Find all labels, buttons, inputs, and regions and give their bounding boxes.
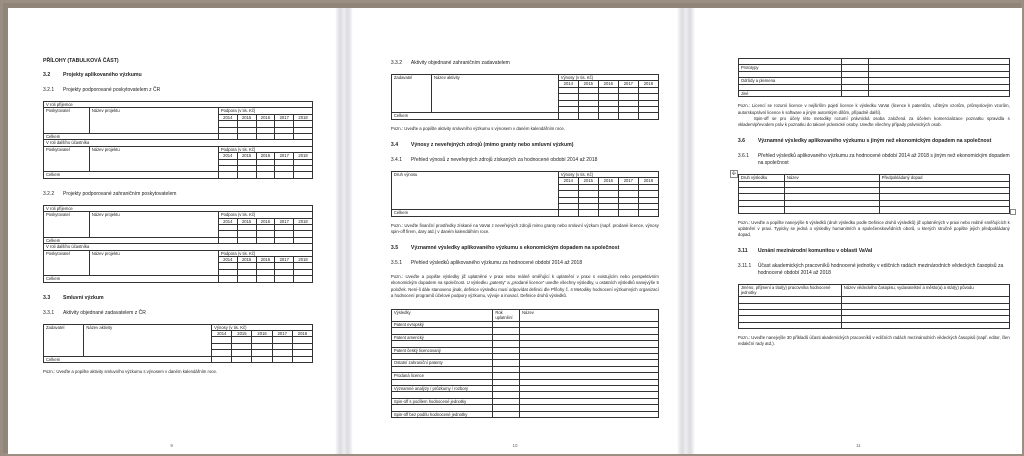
- table-activities-foreign[interactable]: [391, 74, 659, 120]
- section-number: 3.6.1: [737, 153, 749, 160]
- table-economic-results[interactable]: [391, 309, 659, 418]
- page-11: [695, 8, 1022, 454]
- section-title: Přehled výsledků aplikovaného výzkumu za hodnocené období 2014 až 2018: [410, 260, 583, 267]
- section-3-5-1-heading: [391, 260, 659, 267]
- column-header: Název projektu: [89, 250, 218, 276]
- result-type-label: Prodaná licence: [391, 373, 492, 379]
- pages-strip[interactable]: [8, 8, 1022, 454]
- year-header: 2016: [256, 218, 275, 224]
- page-number: 10: [512, 443, 518, 448]
- column-header: Název projektu: [89, 146, 218, 172]
- year-header: 2016: [256, 257, 275, 263]
- section-3-3-2-heading: [391, 60, 659, 67]
- section-number: 3.4: [390, 141, 399, 148]
- table-group-label: V roli dalšího účastníka: [44, 140, 313, 146]
- section-title: Výnosy z neveřejných zdrojů (mimo granty nebo smluvní výzkum): [410, 141, 574, 148]
- column-header: Výnosy (v tis. Kč): [212, 324, 313, 330]
- column-header: Druh výnosu: [391, 171, 558, 209]
- total-label: Celkem: [44, 356, 212, 362]
- result-type-label: Spin-off s podílem hodnocené jednotky: [391, 398, 492, 404]
- column-header: Podpora (v tis. Kč): [218, 250, 312, 256]
- column-header: Název aktivity: [84, 324, 212, 356]
- page-number: 9: [170, 443, 173, 448]
- column-header: Výnosy (v tis. Kč): [558, 75, 658, 81]
- year-header: 2014: [218, 153, 237, 159]
- page-10: [353, 8, 677, 454]
- table-noneconomic-results[interactable]: [738, 174, 1010, 213]
- section-3-4-heading: [391, 142, 659, 149]
- table-projects-foreign[interactable]: [43, 205, 313, 283]
- section-title: Projekty aplikovaného výzkumu: [63, 72, 142, 78]
- column-header: Poskytovatel: [44, 146, 90, 172]
- year-header: 2018: [638, 81, 658, 87]
- year-header: 2014: [212, 331, 232, 337]
- result-type-label: Ostatní zahraniční patenty: [391, 360, 492, 366]
- year-header: 2014: [218, 114, 237, 120]
- year-header: 2017: [272, 331, 292, 337]
- column-header: Druh výsledku: [738, 175, 784, 181]
- year-header: 2017: [275, 257, 294, 263]
- total-label: Celkem: [44, 237, 219, 243]
- section-number: 3.5: [390, 245, 399, 252]
- page-9: [8, 8, 335, 454]
- column-header: Jméno, příjmení a titul(y) pracovníka hodnocené jednotky: [738, 285, 841, 297]
- section-number: 3.2.2: [43, 190, 55, 197]
- section-title: Významné výsledky aplikovaného výzkumu s jiným než ekonomickým dopadem na společnost: [757, 138, 992, 145]
- section-number: 3.2.1: [43, 87, 55, 93]
- section-number: 3.3: [43, 294, 51, 301]
- year-header: 2015: [232, 331, 252, 337]
- column-header: Název: [520, 309, 659, 321]
- year-header: 2016: [252, 331, 272, 337]
- column-header: Výnosy (v tis. Kč): [558, 171, 658, 177]
- section-title: Aktivity objednané zahraničním zadavatelem: [410, 60, 510, 66]
- page-number: 11: [856, 443, 861, 448]
- column-header: Název: [784, 175, 879, 181]
- year-header: 2016: [598, 178, 618, 184]
- section-number: 3.3.1: [43, 309, 55, 316]
- section-title: Přehled výnosů z neveřejných zdrojů získaných za hodnocené období 2014 až 2018: [410, 156, 598, 163]
- result-type-label: Prototypy: [738, 65, 841, 71]
- total-label: Celkem: [44, 172, 219, 178]
- result-type-label: Patent americký: [391, 334, 492, 340]
- section-title: Účast akademických pracovníků hodnocené jednotky v edičních radách mezinárodních vědeckých časopisů za hodnocené období 2014 až 2018: [757, 263, 1004, 277]
- year-header: 2015: [578, 81, 598, 87]
- section-number: 3.3.2: [390, 60, 402, 66]
- note-licence: [738, 103, 1010, 128]
- column-header: Rok uplatnění: [493, 309, 520, 321]
- section-title: Přehled výsledků aplikovaného výzkumu za hodnocené období 2014 až 2018 s jiným než ekonomickým dopadem na společnost: [757, 153, 1010, 167]
- section-3-5-heading: [391, 245, 659, 252]
- column-header: Podpora (v tis. Kč): [218, 212, 312, 218]
- table-row[interactable]: [738, 322, 1009, 328]
- section-3-4-1-heading: [391, 157, 659, 164]
- year-header: 2015: [237, 218, 256, 224]
- year-header: 2018: [294, 153, 313, 159]
- section-title: Projekty podporované poskytovatelem z ČR: [63, 87, 161, 93]
- total-label: Celkem: [391, 113, 558, 119]
- note-3-11-1: Pozn.: Uveďte nanejvýše 30 příkladů účasti akademických pracovníků v edičních radách mezinárodních vědeckých časopisů (např. editor, člen redakční rady atd.).: [737, 335, 1010, 347]
- year-header: 2016: [598, 81, 618, 87]
- column-header: Zadavatel: [44, 324, 84, 356]
- year-header: 2017: [275, 114, 294, 120]
- column-header: Předpokládaný dopad: [879, 175, 1009, 181]
- total-label: Celkem: [391, 210, 558, 216]
- year-header: 2016: [256, 114, 275, 120]
- column-header: Výsledky: [391, 309, 492, 321]
- section-3-3-1-heading: [43, 310, 313, 317]
- year-header: 2017: [275, 218, 294, 224]
- note-3-5-1: Pozn.: Uveďte a popište výsledky již uplatněné v praxi nebo reálně směřující k uplatnění v praxi s existujícím nebo perspektivním ekonomickým dopadem na společnost. U výsledku „patenty" a „prodané licence" uveďte všechny výsledky, u ostatních výsledků nanejvýše 5 položek. Není-li dále stanoveno jinak, definice výsledku musí odpovídat definici dle Přílohy č. 4 Metodiky hodnocení výzkumných organizací a hodnocení programů účelové podpory výzkumu, vývoje a inovací. Definice druhů výsledků.: [390, 274, 659, 298]
- year-header: 2015: [237, 257, 256, 263]
- note-3-4-1: Pozn.: Uveďte finanční prostředky získané na VaVaI z neveřejných zdrojů mimo granty nebo smluvní výzkum (např. prodané licence, výnosy spin-off firem, dary atd.) v daném kalendářním roce.: [390, 222, 659, 234]
- section-title: Smluvní výzkum: [63, 294, 104, 301]
- column-header: Název vědeckého časopisu, vydavatelství a město(a) a stát(y) původu: [841, 285, 1009, 297]
- column-header: Podpora (v tis. Kč): [218, 108, 312, 114]
- page-separator: [335, 8, 353, 454]
- column-header: Podpora (v tis. Kč): [218, 146, 312, 152]
- column-header: Název aktivity: [431, 75, 558, 113]
- section-title: Uznání mezinárodní komunitou v oblasti VaVaI: [757, 248, 873, 255]
- section-number: 3.6: [737, 138, 746, 145]
- section-title: Projekty podporované zahraničním poskytovatelem: [63, 190, 177, 197]
- section-3-11-1-heading: [738, 263, 1010, 277]
- column-header: Název projektu: [89, 212, 218, 238]
- total-label: Celkem: [44, 276, 219, 282]
- result-type-label: Patent evropský: [391, 321, 492, 327]
- total-row: [44, 172, 313, 178]
- section-3-6-heading: [738, 138, 1010, 145]
- result-type-label: Spin-off bez podílu hodnocené jednotky: [391, 411, 492, 417]
- section-number: 3.2: [43, 72, 51, 78]
- table-nonpublic-revenue[interactable]: [391, 171, 659, 217]
- section-3-2-1-heading: [43, 87, 313, 94]
- total-label: Celkem: [44, 134, 219, 140]
- table-group-label: V roli příjemce: [44, 205, 313, 211]
- total-row: [44, 276, 313, 282]
- column-header: Poskytovatel: [44, 250, 90, 276]
- year-header: 2015: [578, 178, 598, 184]
- result-type-row[interactable]: [738, 90, 1009, 96]
- year-header: 2018: [294, 218, 313, 224]
- column-header: Poskytovatel: [44, 108, 90, 134]
- table-group-label: V roli dalšího účastníka: [44, 244, 313, 250]
- total-row: [391, 210, 658, 216]
- note-3-3-1: Pozn.: Uveďte a popište aktivity smluvního výzkumu s výnosem v daném kalendářním roce.: [43, 369, 218, 375]
- section-3-11-heading: [738, 248, 1010, 255]
- year-header: 2014: [218, 257, 237, 263]
- section-title: Aktivity objednané zadavatelem z ČR: [63, 309, 146, 316]
- year-header: 2014: [558, 178, 578, 184]
- section-number: 3.11.1: [737, 263, 752, 270]
- table-projects-cz[interactable]: [43, 101, 313, 179]
- section-3-3-heading: [43, 295, 313, 302]
- year-header: 2018: [292, 331, 312, 337]
- year-header: 2018: [294, 114, 313, 120]
- result-type-label: Jiné: [738, 90, 841, 96]
- note-3-6-1: Pozn.: Uveďte a popište nanejvýše 5 výsledků (druh výsledku podle Definice druhů výsledků) již uplatněných v praxi nebo reálně směřujících k uplatnění v praxi. Typicky se jedná o výsledky humanitních a společenskovědních oborů, u kterých stručně popište jejich předpokládaný dopad.: [737, 219, 1010, 237]
- total-row: [44, 356, 313, 362]
- section-number: 3.11: [737, 248, 748, 255]
- year-header: 2014: [218, 218, 237, 224]
- year-header: 2015: [237, 153, 256, 159]
- column-header: Zadavatel: [391, 75, 431, 113]
- year-header: 2016: [256, 153, 275, 159]
- result-type-label: Patent český licencovaný: [391, 347, 492, 353]
- note-licence-text: Pozn.: Licencí se rozumí licence v nejširším pojetí licence k výsledku VaVaI (licence k patentům, užitným vzorům, průmyslovým vzorům, autorskoprávní licence k software a jiným autorským dílům, případně další).: [737, 103, 1010, 115]
- note-3-3-2: Pozn.: Uveďte a popište aktivity smluvního výzkumu s výnosem v daném kalendářním roce.: [390, 125, 565, 131]
- note-spinoff-text: Spin-off se pro účely této metodiky rozumí právnická osoba založená za účelem komercializace poznatku spravidla s vkladem/převodem práv k poznatku do takové právnické osoby. Uveďte všechny případy právnických osob.: [737, 115, 1010, 127]
- total-row: [391, 113, 658, 119]
- result-type-label: Odrůdy a plemena: [738, 78, 841, 84]
- section-number: 3.4.1: [390, 156, 402, 163]
- table-resize-handle-icon[interactable]: [1010, 209, 1016, 215]
- year-header: 2017: [618, 81, 638, 87]
- year-header: 2018: [638, 178, 658, 184]
- year-header: 2017: [275, 153, 294, 159]
- page-separator: [677, 8, 695, 454]
- year-header: 2017: [618, 178, 638, 184]
- table-economic-results-continued[interactable]: [738, 58, 1010, 97]
- result-type-row[interactable]: [391, 411, 658, 417]
- year-header: 2014: [558, 81, 578, 87]
- table-group-label: V roli příjemce: [44, 102, 313, 108]
- table-row[interactable]: [738, 207, 1009, 213]
- result-type-label: Významné analýzy / průzkumy / rozbory: [391, 385, 492, 391]
- column-header: Poskytovatel: [44, 212, 90, 238]
- appendix-heading: PŘÍLOHY (TABULKOVÁ ČÁST): [43, 58, 119, 64]
- section-3-2-2-heading: [43, 191, 313, 198]
- section-number: 3.5.1: [390, 260, 402, 267]
- column-header: Název projektu: [89, 108, 218, 134]
- table-move-handle-icon[interactable]: ✣: [731, 171, 736, 178]
- section-title: Významné výsledky aplikovaného výzkumu s ekonomickým dopadem na společnost: [410, 245, 620, 252]
- section-3-6-1-heading: [738, 153, 1010, 167]
- year-header: 2018: [294, 257, 313, 263]
- table-editorial-boards[interactable]: [738, 284, 1010, 329]
- year-header: 2015: [237, 114, 256, 120]
- section-3-2-heading: [43, 72, 313, 79]
- table-activities-cz[interactable]: [43, 324, 313, 363]
